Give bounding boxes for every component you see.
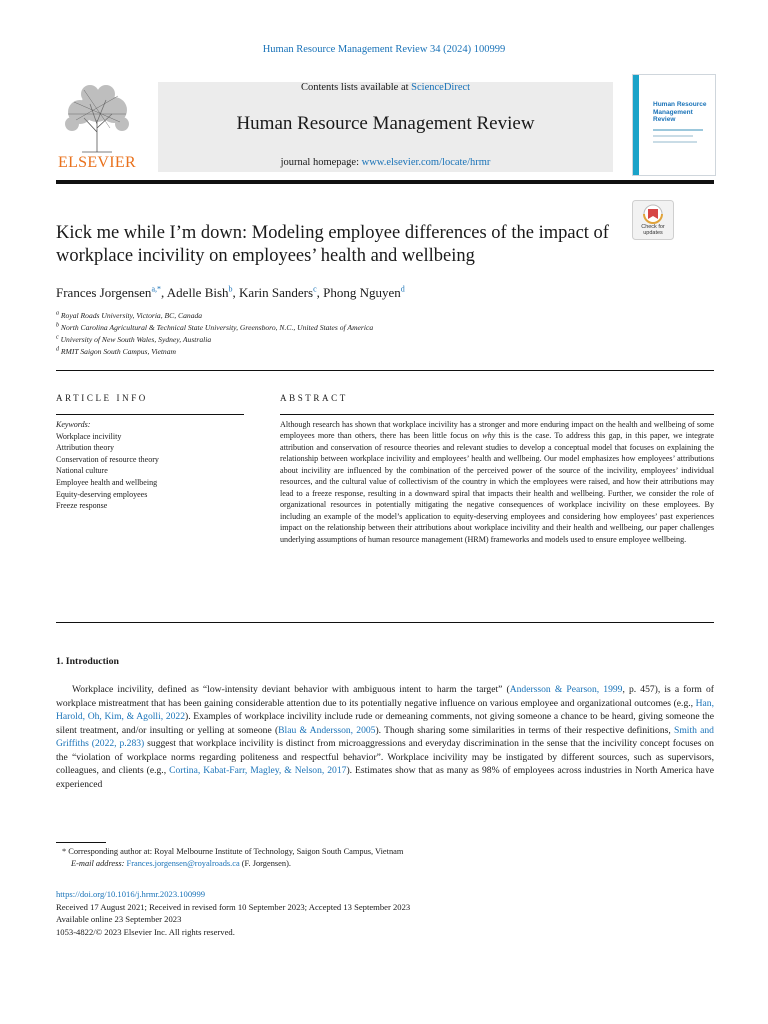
journal-homepage-link[interactable]: www.elsevier.com/locate/hrmr <box>361 157 491 168</box>
author-name[interactable]: Phong Nguyen <box>323 285 401 300</box>
email-label: E-mail address: <box>71 859 127 869</box>
abstract-part: Although research has shown that workplace incivility has a stronger and more enduring impact on the health and wellbeing of some employees more than others, there has been little focus on <box>280 420 714 441</box>
author-separator: , <box>316 285 320 300</box>
section-rule <box>56 370 714 371</box>
available-online: Available online 23 September 2023 <box>56 914 182 925</box>
affiliation-text: North Carolina Agricultural & Technical State University, Greensboro, N.C., United States of America <box>60 323 374 332</box>
affiliation-mark: a <box>56 310 59 317</box>
cover-line <box>653 135 693 137</box>
affiliation-text: Royal Roads University, Victoria, BC, Canada <box>60 311 203 320</box>
homepage-prefix: journal homepage: <box>280 157 362 168</box>
keywords-label: Keywords: <box>56 420 91 429</box>
affiliation-text: RMIT Saigon South Campus, Vietnam <box>60 347 177 356</box>
keywords-block <box>56 419 246 512</box>
check-for-updates-badge[interactable] <box>632 200 674 240</box>
abstract-rule <box>280 414 714 415</box>
text-run: suggest that workplace incivility is distinct from microaggressions and everyday discrimination in the sense that the incivility concept focuses on the “violation of workplace norms regarding politeness and respectful behavior”. Workplace incivility may be instigated by different sources, such as supervisors, colleagues, and clients (e.g., <box>56 738 714 776</box>
author-affiliation-mark[interactable]: a,* <box>151 284 161 294</box>
affiliation-item <box>56 322 656 334</box>
contents-line <box>158 82 613 93</box>
author-list <box>56 285 656 301</box>
keyword-item[interactable]: Attribution theory <box>56 443 114 453</box>
keywords-rule <box>56 414 244 415</box>
elsevier-logo <box>54 82 140 172</box>
affiliation-item <box>56 346 656 358</box>
keyword-item[interactable]: Conservation of resource theory <box>56 454 159 464</box>
keyword-item[interactable]: Workplace incivility <box>56 431 122 441</box>
intro-paragraph <box>56 683 714 791</box>
citation-link[interactable]: Smith and Griffiths (2022, p.283) <box>56 724 714 749</box>
text-run: Workplace incivility, defined as “low-intensity deviant behavior with ambiguous intent to harm the target” ( <box>72 684 510 695</box>
affiliation-mark: b <box>56 322 59 329</box>
affiliation-text: University of New South Wales, Sydney, Australia <box>60 335 212 344</box>
text-run: ). Though sharing some similarities in terms of their respective definitions, <box>375 724 674 736</box>
affiliation-list <box>56 310 656 358</box>
cover-line <box>653 141 697 143</box>
abstract-part: this is the case. To address this gap, in this paper, we integrate attribution and conservation of resource theories and relevant studies to develop a conceptual model that focuses on explaining the relationship between workplace incivility and employees’ health and wellbeing. Our model emphasizes how employees’ attributions about incivility are influenced by the combination of the perceived power of the source of the incivility, employees’ individual resources, and the cultural value of collectivism of the country in which the employees were raised, and how their attributions may lead to a freeze response, resulting in a downward spiral that impacts their health and wellbeing. Further, we consider the role of organizational resources in potentially mitigating the negative consequences of workplace incivility on these employees. By including an example of the model’s application to equity-deserving employees and considering how employees’ past experiences impact on the relationship between their attributions about workplace incivility and their health and wellbeing, our paper challenges underlying assumptions of human resource management (HRM) frameworks and models used to ensure employee wellbeing. <box>280 431 714 544</box>
author-name[interactable]: Adelle Bish <box>166 285 229 300</box>
affiliation-mark: c <box>56 334 59 341</box>
author-separator: , <box>161 285 165 300</box>
abstract-italic: why <box>482 431 496 441</box>
article-info-heading: ARTICLE INFO <box>56 393 148 403</box>
affiliation-item <box>56 334 656 346</box>
email-suffix: (F. Jorgensen). <box>239 859 291 869</box>
cover-title: Human Resource Management Review <box>653 101 707 123</box>
doi-link[interactable]: https://doi.org/10.1016/j.hrmr.2023.100999 <box>56 889 206 899</box>
author-affiliation-mark[interactable]: c <box>313 284 317 294</box>
email-line <box>62 858 662 870</box>
cover-spine <box>633 75 639 175</box>
keyword-item[interactable]: Freeze response <box>56 501 108 511</box>
citation-link[interactable]: Andersson & Pearson, 1999 <box>509 684 623 695</box>
footnote <box>62 846 662 871</box>
corresponding-author-note: * Corresponding author at: Royal Melbourne Institute of Technology, Saigon South Campus, Vietnam <box>62 847 404 856</box>
keyword-item[interactable]: Employee health and wellbeing <box>56 477 158 487</box>
cover-line <box>653 129 703 131</box>
keyword-item[interactable]: Equity-deserving employees <box>56 489 148 499</box>
text-run: , p. 457), is a form of workplace mistreatment that has been gaining considerable attention due to its potentially negative influence on various employee and organizational outcomes (e.g., <box>56 684 714 709</box>
author-name[interactable]: Karin Sanders <box>239 285 314 300</box>
author-name[interactable]: Frances Jorgensen <box>56 285 152 300</box>
paper-title: Kick me while I’m down: Modeling employee differences of the impact of workplace incivility on employees’ health and wellbeing <box>56 223 609 266</box>
journal-reference-link[interactable]: Human Resource Management Review 34 (2024) 100999 <box>262 44 506 55</box>
contents-prefix: Contents lists available at <box>300 82 412 93</box>
keyword-item[interactable]: National culture <box>56 466 108 476</box>
citation-link[interactable]: Han, Harold, Oh, Kim, & Agolli, 2022 <box>56 697 714 722</box>
email-link[interactable]: Frances.jorgensen@royalroads.ca <box>126 859 240 869</box>
affiliation-item <box>56 310 656 322</box>
crossmark-label <box>632 224 674 236</box>
citation-link[interactable]: Cortina, Kabat-Farr, Magley, & Nelson, 2017 <box>169 765 347 776</box>
footnote-rule <box>56 842 106 843</box>
received-dates: Received 17 August 2021; Received in revised form 10 September 2023; Accepted 13 September 2023 <box>56 901 411 912</box>
section-rule <box>56 622 714 623</box>
affiliation-mark: d <box>56 346 59 353</box>
copyright-line: 1053-4822/© 2023 Elsevier Inc. All rights reserved. <box>56 927 235 938</box>
text-run: ). Estimates show that as many as 98% of employees across industries in North America have experienced <box>56 765 714 790</box>
journal-cover-thumbnail[interactable] <box>632 74 716 176</box>
elsevier-wordmark: ELSEVIER <box>58 154 136 171</box>
journal-title: Human Resource Management Review <box>236 113 535 134</box>
abstract-text <box>280 419 714 545</box>
author-affiliation-mark[interactable]: d <box>400 284 405 294</box>
publication-info <box>56 888 656 939</box>
citation-link[interactable]: Blau & Andersson, 2005 <box>278 724 376 736</box>
author-separator: , <box>232 285 236 300</box>
crossmark-label-line1: Check for <box>641 224 665 230</box>
elsevier-tree-icon <box>54 82 140 154</box>
section-heading: 1. Introduction <box>56 656 119 667</box>
crossmark-label-line2: updates <box>643 230 663 236</box>
header-rule <box>56 180 714 184</box>
abstract-heading: ABSTRACT <box>280 393 348 403</box>
text-run: ). Examples of workplace incivility include rude or demeaning comments, not giving someone a chance to be heard, giving someone the silent treatment, and/or insulting or yelling at someone ( <box>56 711 714 736</box>
homepage-line <box>158 157 613 168</box>
author-affiliation-mark[interactable]: b <box>228 284 233 294</box>
sciencedirect-link[interactable]: ScienceDirect <box>411 82 471 93</box>
